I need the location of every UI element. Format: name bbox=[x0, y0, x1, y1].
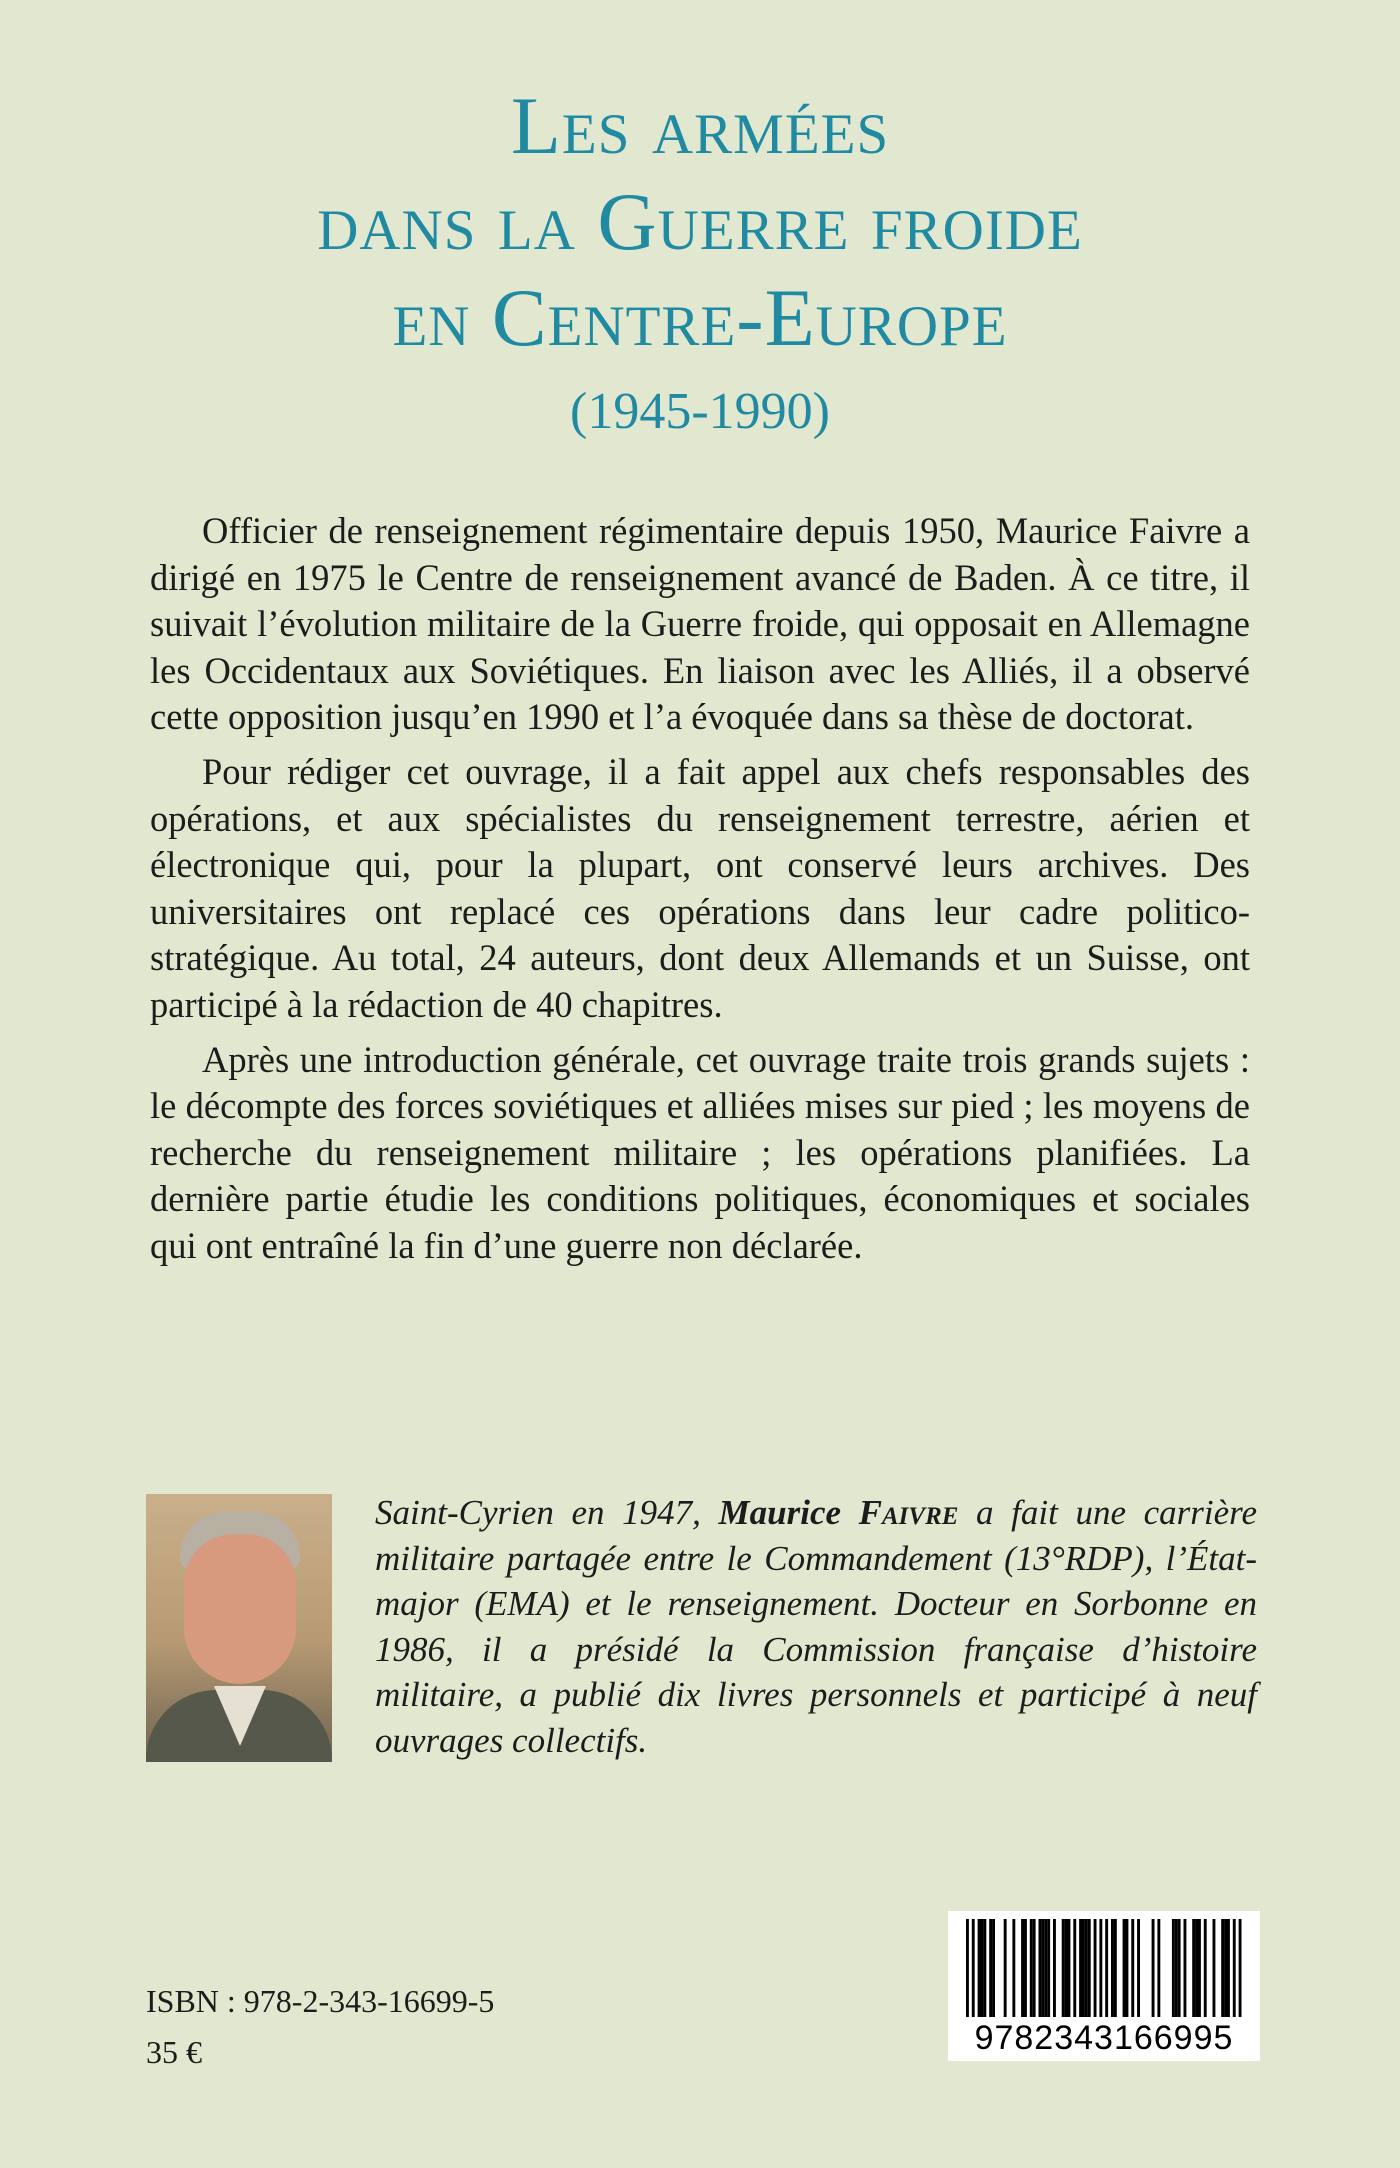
barcode-bar bbox=[972, 1919, 975, 2017]
book-title-line-2: dans la Guerre froide bbox=[317, 176, 1083, 267]
barcode-bar bbox=[1221, 1919, 1224, 2017]
barcode-bar bbox=[1041, 1919, 1044, 2017]
author-bio bbox=[375, 1490, 1257, 1764]
description-paragraph-1: Officier de renseignement régimentaire depuis 1950, Maurice Faivre a dirigé en 1975 le Centre de renseignement avancé de Baden. À ce titre, il suivait l’évolution militaire de la Guerre froide, qui opposait en Allemagne les Occidentaux aux Soviétiques. En liaison avec les Alliés, il a observé cette opposition jusqu’en 1990 et l’a évoquée dans sa thèse de doctorat. bbox=[150, 510, 1250, 738]
barcode-bar bbox=[1204, 1919, 1207, 2017]
barcode-bar bbox=[1065, 1919, 1068, 2017]
barcode-bar bbox=[1213, 1919, 1216, 2017]
barcode-bar bbox=[1152, 1919, 1155, 2017]
description-paragraph-2: Pour rédiger cet ouvrage, il a fait appel aux chefs responsables des opérations, et aux spécialistes du renseignement terrestre, aérien et électronique qui, pour la plupart, ont conservé leurs archives. Des universitaires ont replacé ces opérations dans leur cadre politico-stratégique. Au total, 24 auteurs, dont deux Allemands et un Suisse, ont participé à la rédaction de 40 chapitres. bbox=[150, 750, 1250, 1025]
author-bio-prefix: Saint-Cyrien en 1947, bbox=[375, 1493, 719, 1532]
barcode-bar bbox=[1053, 1919, 1056, 2017]
book-title-line-3: en Centre-Europe bbox=[392, 272, 1008, 363]
barcode-bar bbox=[1172, 1919, 1175, 2017]
barcode-bar bbox=[1111, 1919, 1114, 2017]
barcode-bar bbox=[983, 1919, 986, 2017]
barcode-bar bbox=[1114, 1919, 1117, 2017]
barcode bbox=[948, 1911, 1260, 2061]
barcode-bar bbox=[981, 1919, 984, 2017]
barcode-bar bbox=[1012, 1919, 1015, 2017]
barcode-bar bbox=[1039, 1919, 1042, 2017]
barcode-bar bbox=[1126, 1919, 1129, 2017]
author-photo bbox=[146, 1494, 332, 1762]
barcode-bar bbox=[1004, 1919, 1007, 2017]
barcode-bar bbox=[1131, 1919, 1134, 2017]
barcode-bar bbox=[1175, 1919, 1178, 2017]
barcode-bar bbox=[1033, 1919, 1036, 2017]
description-paragraph-3: Après une introduction générale, cet ouvrage traite trois grands sujets : le décompte des forces soviétiques et alliées mises sur pied ; les moyens de recherche du renseignement militaire ; les opérations planifiées. La dernière partie étudie les conditions politiques, économiques et sociales qui ont entraîné la fin d’une guerre non déclarée. bbox=[150, 1038, 1250, 1266]
barcode-bar bbox=[1184, 1919, 1187, 2017]
barcode-bar bbox=[1044, 1919, 1047, 2017]
author-last-name: Faivre bbox=[858, 1493, 959, 1532]
barcode-bar bbox=[1021, 1919, 1024, 2017]
barcode-bar bbox=[1195, 1919, 1198, 2017]
barcode-bar bbox=[1068, 1919, 1071, 2017]
barcode-bar bbox=[1227, 1919, 1230, 2017]
barcode-bars bbox=[948, 1911, 1260, 2021]
author-bio-rest: a fait une carrière militaire partagée entre le Commandement (13°RDP), l’État-major (EMA) et le renseignement. Docteur en Sorbonne en 1986, il a présidé la Commission française d’histoire militaire, a publié dix livres personnels et participé à neuf ouvrages collectifs. bbox=[375, 1493, 1257, 1760]
barcode-bar bbox=[1239, 1919, 1242, 2017]
isbn-label: ISBN : 978-2-343-16699-5 bbox=[146, 1983, 495, 2019]
barcode-bar bbox=[1192, 1919, 1195, 2017]
barcode-bar bbox=[1233, 1919, 1236, 2017]
book-title bbox=[0, 78, 1400, 366]
barcode-bar bbox=[1198, 1919, 1201, 2017]
barcode-bar bbox=[1088, 1919, 1091, 2017]
barcode-bar bbox=[1047, 1919, 1050, 2017]
book-description bbox=[150, 508, 1250, 1278]
barcode-bar bbox=[1079, 1919, 1082, 2017]
barcode-bar bbox=[1099, 1919, 1102, 2017]
barcode-bar bbox=[1105, 1919, 1108, 2017]
book-title-line-1: Les armées bbox=[510, 80, 890, 171]
barcode-bar bbox=[1024, 1919, 1027, 2017]
barcode-bar bbox=[1082, 1919, 1085, 2017]
barcode-bar bbox=[1178, 1919, 1181, 2017]
barcode-bar bbox=[1073, 1919, 1076, 2017]
barcode-bar bbox=[1085, 1919, 1088, 2017]
barcode-bar bbox=[966, 1919, 969, 2017]
book-dates: (1945-1990) bbox=[570, 383, 830, 440]
author-first-name: Maurice bbox=[718, 1493, 859, 1532]
barcode-bar bbox=[978, 1919, 981, 2017]
barcode-bar bbox=[1094, 1919, 1097, 2017]
price-label: 35 € bbox=[146, 2034, 202, 2070]
barcode-bar bbox=[1030, 1919, 1033, 2017]
barcode-bar bbox=[992, 1919, 995, 2017]
barcode-bar bbox=[1062, 1919, 1065, 2017]
barcode-digits: 9782343166995 bbox=[974, 2019, 1234, 2057]
author-name bbox=[719, 1493, 959, 1532]
barcode-bar bbox=[1157, 1919, 1160, 2017]
barcode-bar bbox=[1137, 1919, 1140, 2017]
barcode-bar bbox=[1224, 1919, 1227, 2017]
barcode-bar bbox=[989, 1919, 992, 2017]
barcode-bar bbox=[1123, 1919, 1126, 2017]
